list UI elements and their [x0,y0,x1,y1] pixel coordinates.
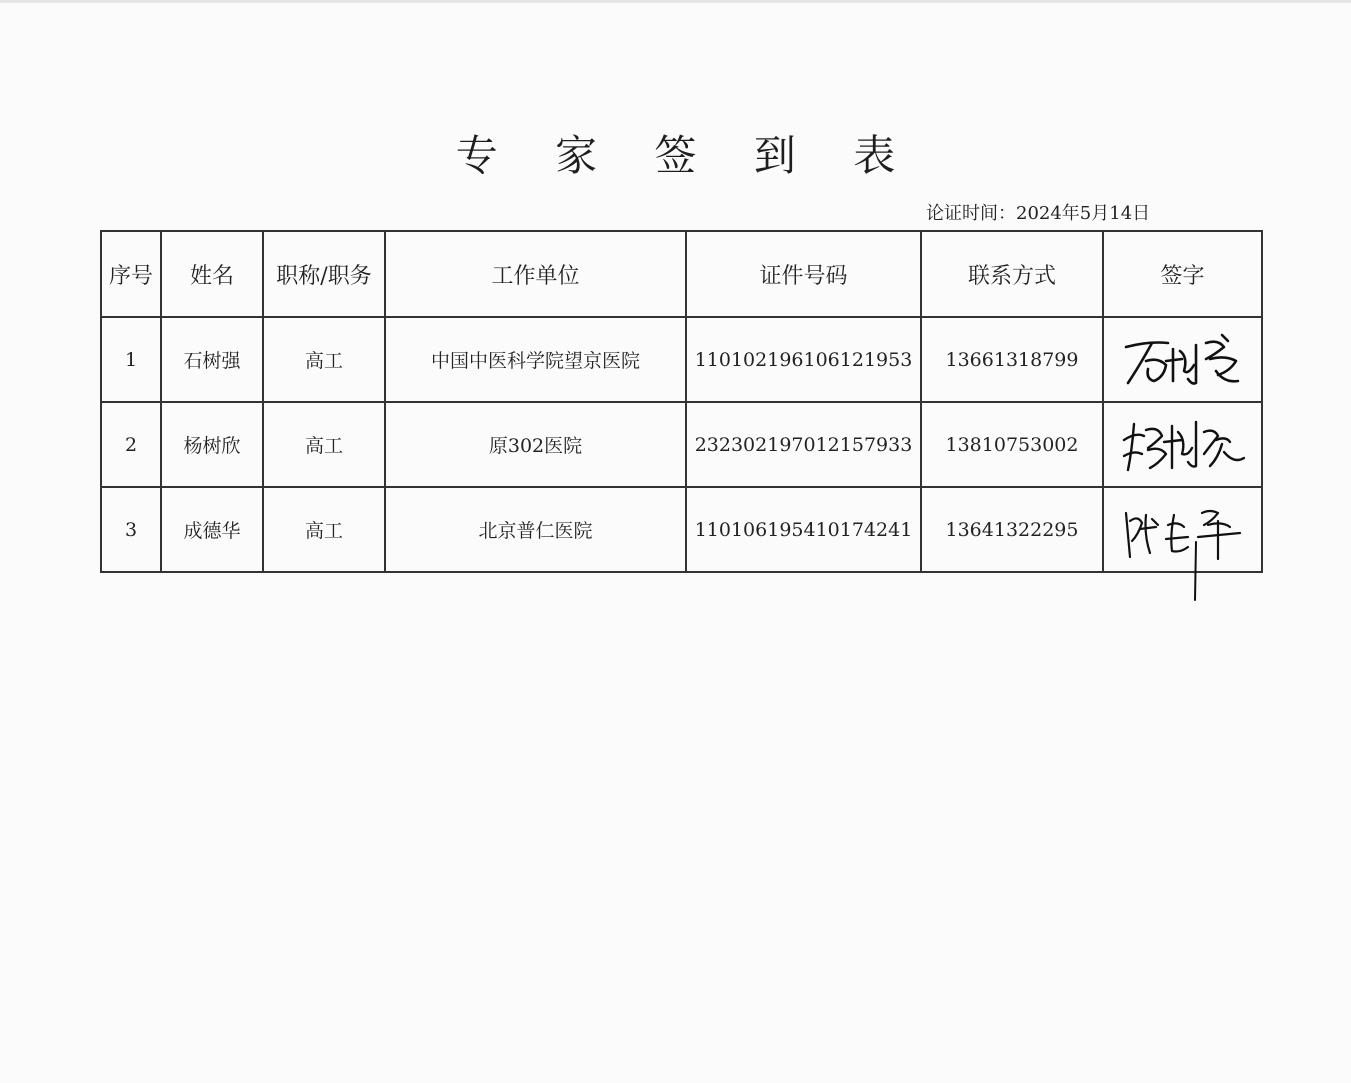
cell-no: 3 [101,487,161,572]
cell-unit: 原302医院 [385,402,686,487]
cell-title: 高工 [263,317,385,402]
signature-image [1118,410,1248,480]
cell-title: 高工 [263,487,385,572]
cell-name: 石树强 [161,317,263,402]
cell-id: 110106195410174241 [686,487,921,572]
cell-signature [1103,487,1262,572]
signature-image [1118,325,1248,395]
cell-name: 杨树欣 [161,402,263,487]
attendance-table [100,230,1263,573]
header-signature: 签字 [1103,231,1262,317]
header-id: 证件号码 [686,231,921,317]
cell-id: 110102196106121953 [686,317,921,402]
cell-signature [1103,402,1262,487]
table-header-row [101,231,1262,317]
signature-overhang-stroke [1193,540,1199,602]
meeting-date: 论证时间：2024年5月14日 [926,203,1151,224]
header-unit: 工作单位 [385,231,686,317]
cell-no: 2 [101,402,161,487]
cell-signature [1103,317,1262,402]
table-row [101,317,1262,402]
page-title: 专 家 签 到 表 [455,131,918,180]
cell-phone: 13810753002 [921,402,1103,487]
table-row [101,402,1262,487]
cell-unit: 北京普仁医院 [385,487,686,572]
cell-name: 成德华 [161,487,263,572]
signature-image [1118,495,1248,565]
header-name: 姓名 [161,231,263,317]
header-phone: 联系方式 [921,231,1103,317]
cell-title: 高工 [263,402,385,487]
cell-phone: 13661318799 [921,317,1103,402]
cell-phone: 13641322295 [921,487,1103,572]
table-row [101,487,1262,572]
header-title: 职称/职务 [263,231,385,317]
cell-unit: 中国中医科学院望京医院 [385,317,686,402]
cell-no: 1 [101,317,161,402]
cell-id: 232302197012157933 [686,402,921,487]
page-top-edge [0,0,1351,3]
header-no: 序号 [101,231,161,317]
